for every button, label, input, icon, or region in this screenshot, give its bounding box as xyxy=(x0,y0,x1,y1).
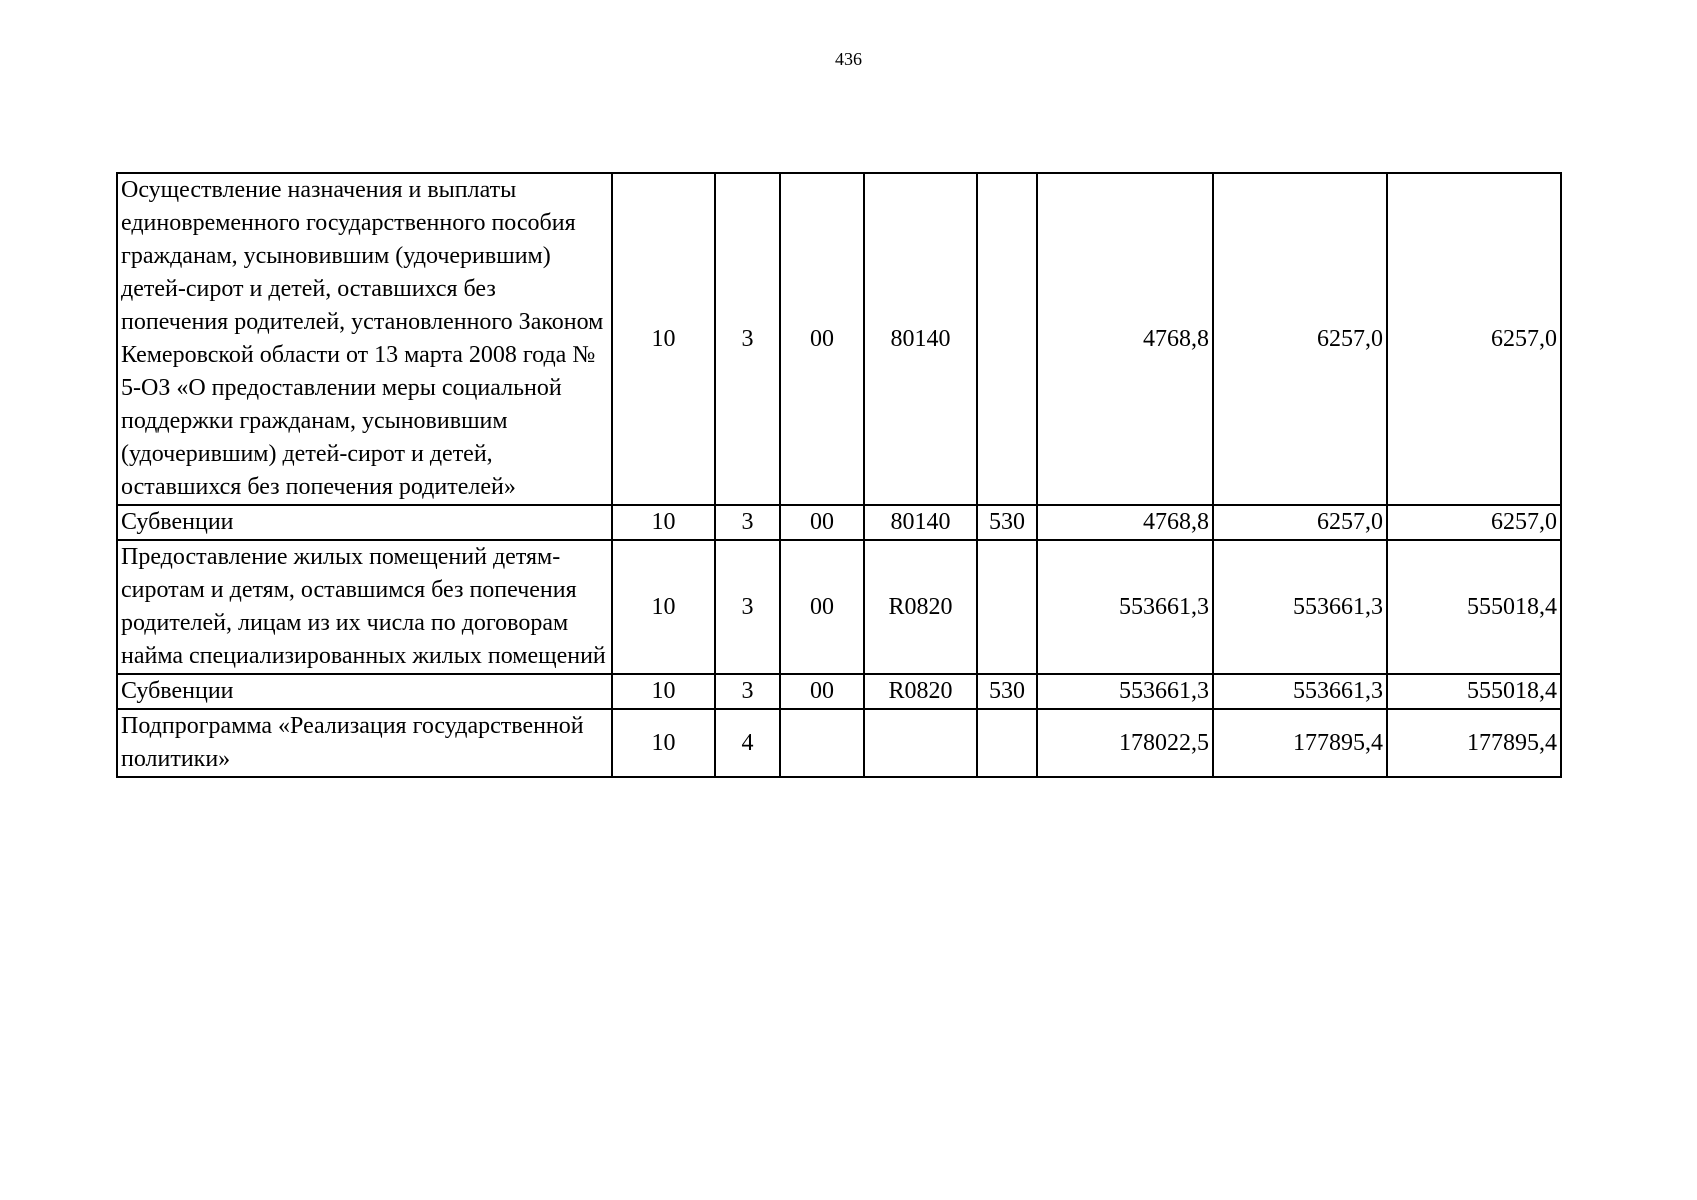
expense-type-code: 530 xyxy=(977,505,1037,540)
subsection-code: 3 xyxy=(715,505,780,540)
budget-table xyxy=(116,172,1562,778)
target-code xyxy=(864,709,977,777)
row-name: Осуществление назначения и выплаты единовременного государственного пособия гражданам, усыновившим (удочерившим) детей-сирот и детей, оставшихся без попечения родителей, установленного Законом Кемеровской области от 13 марта 2008 года № 5-ОЗ «О предоставлении меры социальной поддержки гражданам, усыновившим (удочерившим) детей-сирот и детей, оставшихся без попечения родителей» xyxy=(117,173,612,505)
page-number: 436 xyxy=(835,49,862,69)
amount-3: 555018,4 xyxy=(1387,540,1561,674)
amount-2: 553661,3 xyxy=(1213,674,1387,709)
subsection-code: 4 xyxy=(715,709,780,777)
subsection-code: 3 xyxy=(715,674,780,709)
section-code: 10 xyxy=(612,173,715,505)
amount-2: 6257,0 xyxy=(1213,505,1387,540)
amount-3: 6257,0 xyxy=(1387,505,1561,540)
section-code: 10 xyxy=(612,505,715,540)
table-row xyxy=(117,505,1561,540)
expense-type-code xyxy=(977,173,1037,505)
amount-3: 555018,4 xyxy=(1387,674,1561,709)
amount-1: 553661,3 xyxy=(1037,674,1213,709)
amount-2: 553661,3 xyxy=(1213,540,1387,674)
amount-3: 177895,4 xyxy=(1387,709,1561,777)
table-row xyxy=(117,674,1561,709)
subsection-code: 3 xyxy=(715,540,780,674)
program-code: 00 xyxy=(780,173,864,505)
amount-3: 6257,0 xyxy=(1387,173,1561,505)
program-code: 00 xyxy=(780,505,864,540)
expense-type-code xyxy=(977,540,1037,674)
amount-1: 4768,8 xyxy=(1037,173,1213,505)
subsection-code: 3 xyxy=(715,173,780,505)
program-code: 00 xyxy=(780,674,864,709)
amount-1: 178022,5 xyxy=(1037,709,1213,777)
table-row xyxy=(117,540,1561,674)
program-code: 00 xyxy=(780,540,864,674)
row-name: Предоставление жилых помещений детям-сиротам и детям, оставшимся без попечения родителей, лицам из их числа по договорам найма специализированных жилых помещений xyxy=(117,540,612,674)
target-code: 80140 xyxy=(864,505,977,540)
expense-type-code xyxy=(977,709,1037,777)
section-code: 10 xyxy=(612,709,715,777)
section-code: 10 xyxy=(612,674,715,709)
table-row xyxy=(117,173,1561,505)
target-code: R0820 xyxy=(864,674,977,709)
row-name: Субвенции xyxy=(117,505,612,540)
row-name: Субвенции xyxy=(117,674,612,709)
target-code: R0820 xyxy=(864,540,977,674)
amount-1: 4768,8 xyxy=(1037,505,1213,540)
amount-2: 177895,4 xyxy=(1213,709,1387,777)
amount-1: 553661,3 xyxy=(1037,540,1213,674)
table-row xyxy=(117,709,1561,777)
section-code: 10 xyxy=(612,540,715,674)
target-code: 80140 xyxy=(864,173,977,505)
row-name: Подпрограмма «Реализация государственной политики» xyxy=(117,709,612,777)
amount-2: 6257,0 xyxy=(1213,173,1387,505)
expense-type-code: 530 xyxy=(977,674,1037,709)
program-code xyxy=(780,709,864,777)
